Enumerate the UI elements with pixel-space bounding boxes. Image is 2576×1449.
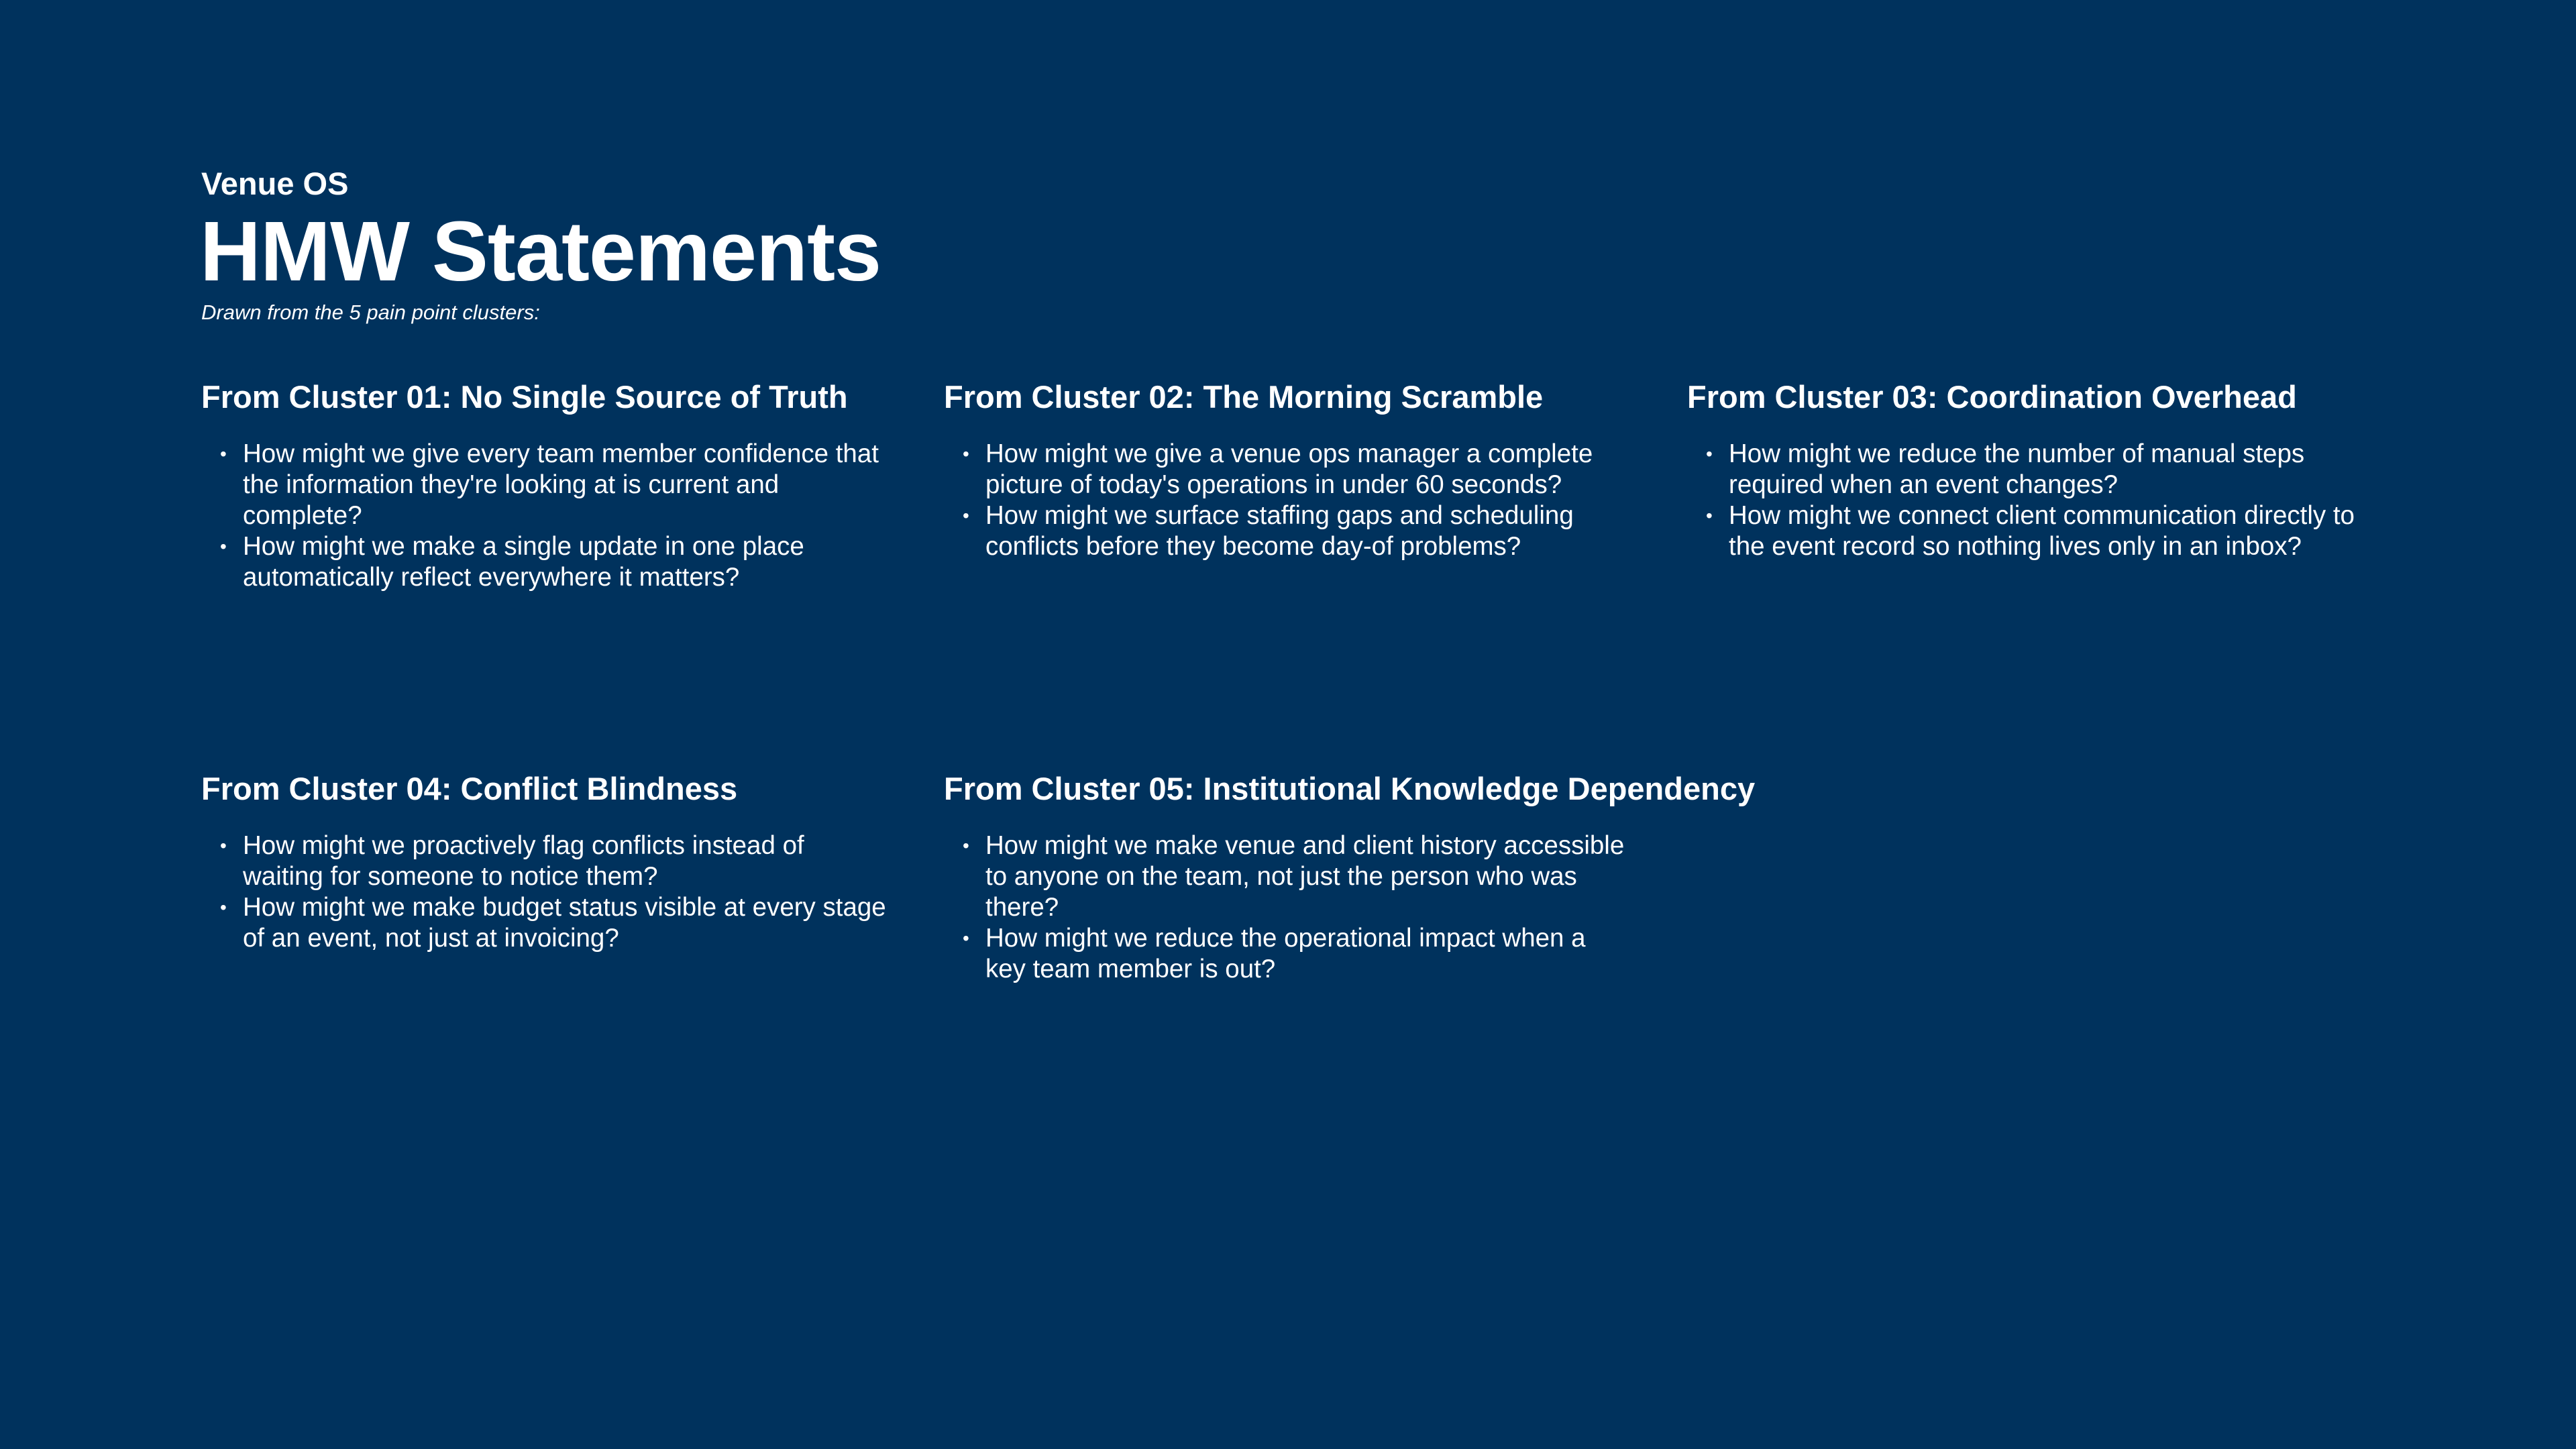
hmw-item [201,892,887,954]
hmw-item [944,923,1629,985]
bullet-dot-icon: • [1706,505,1713,526]
page-subtitle: Drawn from the 5 pain point clusters: [201,301,540,324]
bullet-dot-icon: • [220,443,227,464]
hmw-text: How might we connect client communication directly to the event record so nothing lives only in an inbox? [1729,501,2355,561]
hmw-text: How might we make a single update in one place automatically reflect everywhere it matters? [243,532,804,592]
bullet-dot-icon: • [963,505,969,526]
hmw-list [201,439,912,593]
hmw-item [1687,439,2373,500]
hmw-list [944,830,1655,985]
hmw-list [1687,439,2398,562]
cluster-heading: From Cluster 04: Conflict Blindness [201,771,738,806]
bullet-dot-icon: • [963,928,969,949]
hmw-item [201,830,887,892]
hmw-text: How might we reduce the number of manual steps required when an event changes? [1729,439,2305,499]
page-title: HMW Statements [200,204,881,299]
cluster-03-section [1687,377,2398,562]
hmw-item [201,439,887,531]
cluster-01-section [201,377,912,593]
cluster-heading: From Cluster 05: Institutional Knowledge Dependency [944,771,1756,806]
cluster-02-section [944,377,1655,562]
hmw-item [944,439,1629,500]
cluster-heading: From Cluster 03: Coordination Overhead [1687,379,2297,415]
hmw-text: How might we give every team member confidence that the information they're looking at is current and complete? [243,439,879,530]
hmw-item [944,500,1629,562]
hmw-item [201,531,887,593]
bullet-dot-icon: • [220,835,227,856]
bullet-dot-icon: • [1706,443,1713,464]
bullet-dot-icon: • [963,835,969,856]
hmw-text: How might we make venue and client history accessible to anyone on the team, not just the person who was there? [985,831,1625,922]
cluster-heading: From Cluster 01: No Single Source of Truth [201,379,848,415]
product-name: Venue OS [201,166,349,201]
cluster-04-section [201,769,912,954]
bullet-dot-icon: • [220,897,227,918]
hmw-text: How might we make budget status visible at every stage of an event, not just at invoicing? [243,893,886,953]
hmw-text: How might we surface staffing gaps and scheduling conflicts before they become day-of problems? [985,501,1574,561]
bullet-dot-icon: • [963,443,969,464]
hmw-text: How might we give a venue ops manager a complete picture of today's operations in under 60 seconds? [985,439,1593,499]
hmw-text: How might we reduce the operational impact when a key team member is out? [985,924,1586,983]
hmw-list [201,830,912,954]
hmw-item [944,830,1629,923]
hmw-item [1687,500,2373,562]
cluster-heading: From Cluster 02: The Morning Scramble [944,379,1544,415]
cluster-05-section [944,769,1756,985]
hmw-text: How might we proactively flag conflicts instead of waiting for someone to notice them? [243,831,804,891]
hmw-list [944,439,1655,562]
bullet-dot-icon: • [220,536,227,557]
